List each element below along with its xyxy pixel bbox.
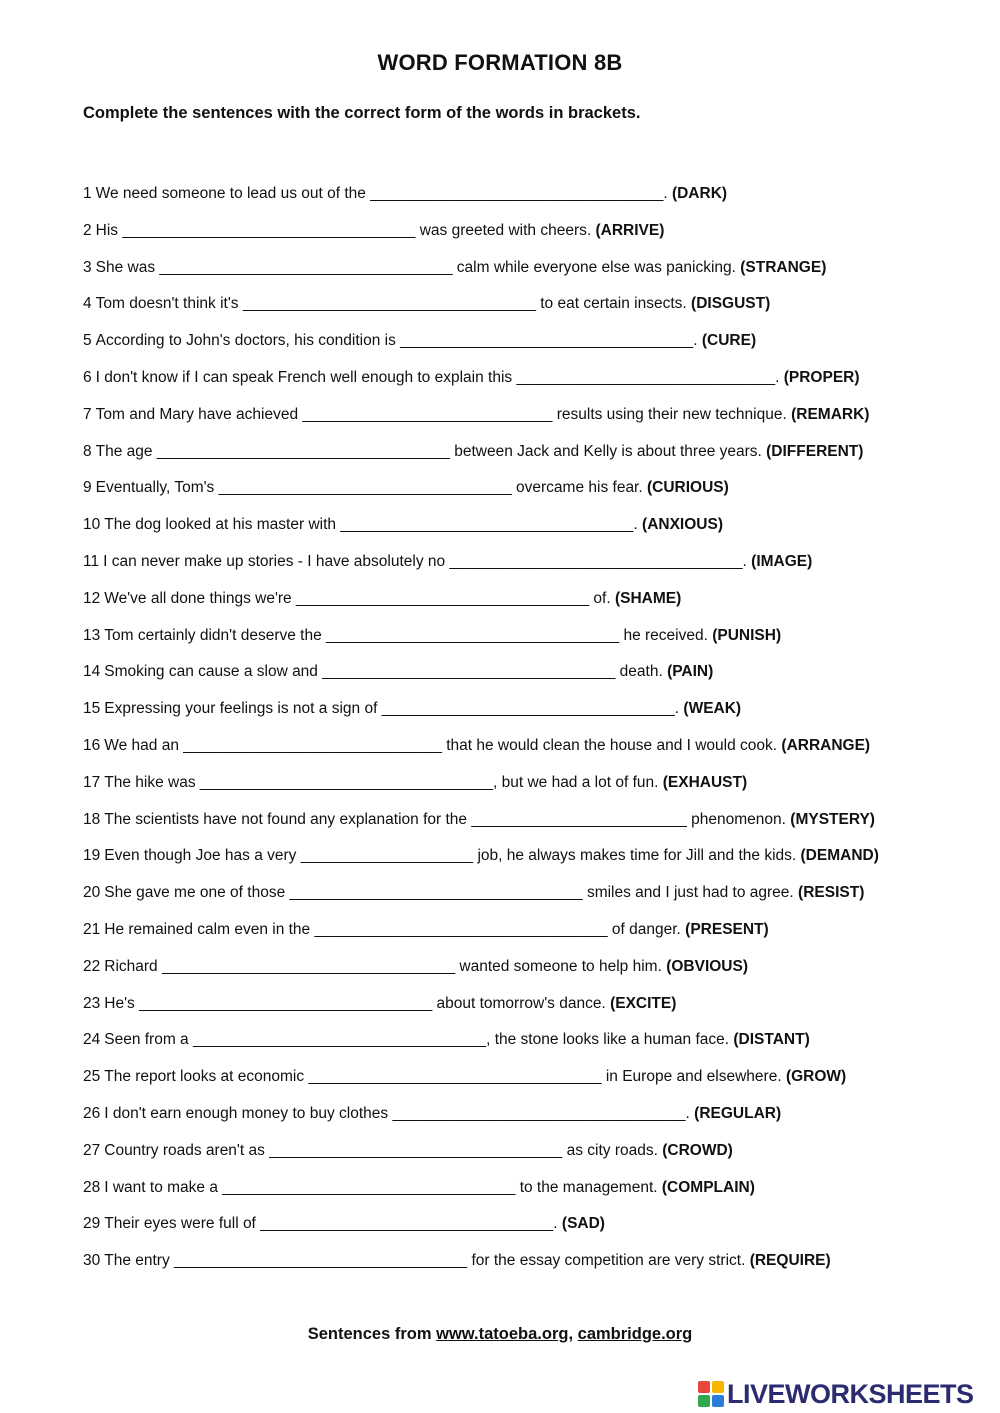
item-base-word: (SAD) [561,1215,605,1233]
tatoeba-link[interactable]: www.tatoeba.org, [436,1325,574,1343]
liveworksheets-logo-icon [698,1381,724,1407]
answer-blank[interactable]: __________________________________ [392,1104,686,1122]
item-text-before: The entry [104,1252,170,1270]
item-text-before: I don't earn enough money to buy clothes [104,1104,389,1122]
item-text-after: results using their new technique. [556,405,787,423]
answer-blank[interactable]: __________________________________ [159,258,453,276]
item-number: 3 [83,258,92,276]
item-text-after: to the management. [519,1178,658,1196]
item-text-before: I can never make up stories - I have absolutely no [103,552,446,570]
exercise-item [83,514,963,551]
exercise-item [83,1140,963,1177]
item-text-before: Country roads aren't as [104,1141,265,1159]
answer-blank[interactable]: __________________________________ [161,957,456,975]
exercise-item [83,735,963,772]
exercise-item [83,1103,963,1140]
item-text-after: for the essay competition are very strict. [471,1252,746,1270]
exercise-item [83,477,963,514]
item-base-word: (ARRIVE) [595,221,665,239]
item-base-word: (ARRANGE) [781,736,871,754]
logo-square-red [698,1381,710,1393]
item-text-after: wanted someone to help him. [459,957,662,975]
liveworksheets-logo[interactable] [698,1378,974,1410]
item-text-after: he received. [623,626,708,644]
answer-blank[interactable]: __________________________________ [340,516,634,534]
answer-blank[interactable]: __________________________________ [308,1068,602,1086]
item-text-before: Expressing your feelings is not a sign of [104,700,378,718]
exercise-item [83,1066,963,1103]
item-text-before: The scientists have not found any explanation for the [104,810,468,828]
item-number: 15 [83,700,101,718]
answer-blank[interactable]: __________________________________ [449,552,743,570]
item-text-after: . [553,1215,558,1233]
item-base-word: (CURIOUS) [647,479,729,497]
item-text-after: calm while everyone else was panicking. [456,258,736,276]
item-text-before: The hike was [104,773,196,791]
item-number: 1 [83,185,92,202]
item-text-after: . [693,332,698,350]
item-text-before: We had an [104,736,179,754]
item-base-word: (DISGUST) [691,295,771,313]
exercise-item [83,257,963,294]
item-text-before: According to John's doctors, his condition is [95,332,396,350]
item-base-word: (GROW) [785,1068,847,1086]
logo-square-yellow [712,1381,724,1393]
item-number: 9 [83,479,92,497]
exercise-item [83,441,963,478]
item-text-before: Smoking can cause a slow and [104,663,318,681]
exercise-item [83,220,963,257]
item-base-word: (SHAME) [614,589,682,607]
item-number: 22 [83,957,101,975]
item-text-before: Tom doesn't think it's [95,295,239,313]
item-text-after: as city roads. [566,1141,658,1159]
exercise-item [83,330,963,367]
exercise-item [83,293,963,330]
item-base-word: (CROWD) [662,1141,733,1159]
answer-blank[interactable]: __________________________________ [174,1252,468,1270]
item-base-word: (REQUIRE) [749,1252,831,1270]
item-text-before: We need someone to lead us out of the [95,185,366,202]
source-footer [0,1325,1000,1344]
item-base-word: (ANXIOUS) [642,516,723,534]
exercise-item [83,404,963,441]
item-text-after: overcame his fear. [516,479,643,497]
item-base-word: (REMARK) [791,405,870,423]
item-number: 21 [83,920,101,938]
item-number: 20 [83,884,101,902]
answer-blank[interactable]: ______________________________ [183,736,442,754]
exercise-item [83,367,963,404]
exercise-item [83,1029,963,1066]
item-text-after: job, he always makes time for Jill and the kids. [477,847,797,865]
item-number: 27 [83,1141,101,1159]
exercise-item [83,698,963,735]
answer-blank[interactable]: __________________________________ [242,295,536,313]
item-text-after: . [663,185,668,202]
item-base-word: (RESIST) [798,884,865,902]
footer-prefix: Sentences from [307,1325,432,1343]
item-number: 17 [83,773,101,791]
answer-blank[interactable]: __________________________________ [400,332,694,350]
item-base-word: (DEMAND) [800,847,879,865]
answer-blank[interactable]: _________________________ [471,810,687,828]
exercise-item [83,183,963,220]
instructions: Complete the sentences with the correct form of the words in brackets. [83,104,641,122]
item-text-before: Richard [104,957,158,975]
item-base-word: (DISTANT) [733,1031,810,1049]
item-text-after: between Jack and Kelly is about three years. [454,442,762,460]
item-number: 16 [83,736,101,754]
item-base-word: (CURE) [701,332,757,350]
item-number: 19 [83,847,101,865]
answer-blank[interactable]: __________________________________ [381,700,675,718]
item-number: 7 [83,405,92,423]
answer-blank[interactable]: __________________________________ [370,185,664,202]
item-number: 24 [83,1031,101,1049]
item-text-after: death. [619,663,663,681]
exercise-item [83,1213,963,1250]
item-text-before: He remained calm even in the [104,920,311,938]
item-text-after: of danger. [611,920,681,938]
item-number: 8 [83,442,92,460]
item-text-after: . [674,700,680,718]
cambridge-link[interactable]: cambridge.org [577,1325,693,1343]
item-text-after: , the stone looks like a human face. [486,1031,730,1049]
answer-blank[interactable]: __________________________________ [314,920,608,938]
item-text-before: She gave me one of those [104,884,286,902]
item-base-word: (PUNISH) [712,626,782,644]
page-title: WORD FORMATION 8B [377,50,623,75]
item-text-after: . [633,516,638,534]
item-base-word: (DARK) [671,185,728,202]
exercise-item [83,993,963,1030]
answer-blank[interactable]: __________________________________ [156,442,450,460]
item-base-word: (EXHAUST) [662,773,748,791]
logo-square-blue [712,1395,724,1407]
exercise-item [83,625,963,662]
item-number: 12 [83,589,101,607]
item-text-after: to eat certain insects. [540,295,687,313]
exercise-item [83,882,963,919]
exercise-item [83,809,963,846]
answer-blank[interactable]: __________________________________ [199,773,493,791]
answer-blank[interactable]: __________________________________ [326,626,620,644]
answer-blank[interactable]: __________________________________ [260,1215,554,1233]
item-text-after: in Europe and elsewhere. [605,1068,782,1086]
item-number: 2 [83,221,92,239]
item-base-word: (MYSTERY) [790,810,875,828]
exercise-list [83,183,963,1287]
logo-text: LIVEWORKSHEETS [727,1378,974,1409]
item-number: 14 [83,663,101,681]
item-number: 26 [83,1104,101,1122]
item-text-after: . [742,552,747,570]
answer-blank[interactable]: __________________________________ [193,1031,487,1049]
answer-blank[interactable]: ____________________ [300,847,474,865]
answer-blank[interactable]: __________________________________ [322,663,616,681]
item-number: 10 [83,516,101,534]
item-number: 25 [83,1068,101,1086]
answer-blank[interactable]: __________________________________ [222,1178,516,1196]
item-text-before: He's [104,994,135,1012]
item-text-before: I want to make a [104,1178,218,1196]
exercise-item [83,919,963,956]
item-base-word: (PROPER) [783,368,860,386]
item-number: 6 [83,368,92,386]
item-base-word: (REGULAR) [694,1104,782,1122]
item-base-word: (DIFFERENT) [766,442,864,460]
item-base-word: (STRANGE) [740,258,827,276]
answer-blank[interactable]: _____________________________ [302,405,553,423]
item-text-before: I don't know if I can speak French well enough to explain this [95,368,513,386]
item-number: 13 [83,626,101,644]
item-text-before: Tom certainly didn't deserve the [104,626,322,644]
item-base-word: (WEAK) [683,700,742,718]
item-text-before: Seen from a [104,1031,189,1049]
item-text-after: about tomorrow's dance. [436,994,606,1012]
item-text-before: Even though Joe has a very [104,847,297,865]
answer-blank[interactable]: __________________________________ [218,479,512,497]
item-text-before: The report looks at economic [104,1068,305,1086]
answer-blank[interactable]: __________________________________ [122,221,416,239]
logo-square-green [698,1395,710,1407]
item-base-word: (EXCITE) [610,994,677,1012]
item-base-word: (PAIN) [667,663,714,681]
item-text-after: , but we had a lot of fun. [492,773,659,791]
item-text-before: Tom and Mary have achieved [95,405,299,423]
item-number: 11 [83,552,100,570]
item-base-word: (COMPLAIN) [661,1178,755,1196]
item-text-before: She was [95,258,156,276]
item-text-before: We've all done things we're [104,589,292,607]
item-text-after: was greeted with cheers. [419,221,592,239]
exercise-item [83,551,963,588]
exercise-item [83,1177,963,1214]
item-base-word: (PRESENT) [685,920,769,938]
item-text-after: of. [593,589,611,607]
exercise-item [83,661,963,698]
answer-blank[interactable]: __________________________________ [269,1141,563,1159]
item-text-before: The age [95,442,153,460]
item-number: 5 [83,332,92,350]
exercise-item [83,772,963,809]
item-base-word: (IMAGE) [751,552,813,570]
answer-blank[interactable]: ______________________________ [516,368,776,386]
item-text-after: that he would clean the house and I would cook. [446,736,778,754]
item-number: 4 [83,295,92,313]
item-text-after: . [775,368,780,386]
item-text-before: His [95,221,119,239]
item-number: 18 [83,810,101,828]
item-base-word: (OBVIOUS) [666,957,748,975]
item-text-after: . [685,1104,690,1122]
exercise-item [83,1250,963,1287]
item-number: 23 [83,994,101,1012]
item-number: 29 [83,1215,101,1233]
item-text-before: Eventually, Tom's [95,479,215,497]
item-text-before: Their eyes were full of [104,1215,256,1233]
item-text-after: smiles and I just had to agree. [586,884,794,902]
item-text-before: The dog looked at his master with [104,516,337,534]
item-number: 30 [83,1252,101,1270]
item-number: 28 [83,1178,101,1196]
answer-blank[interactable]: __________________________________ [139,994,433,1012]
answer-blank[interactable]: __________________________________ [289,884,583,902]
exercise-item [83,845,963,882]
answer-blank[interactable]: __________________________________ [296,589,590,607]
exercise-item [83,956,963,993]
exercise-item [83,588,963,625]
item-text-after: phenomenon. [691,810,786,828]
